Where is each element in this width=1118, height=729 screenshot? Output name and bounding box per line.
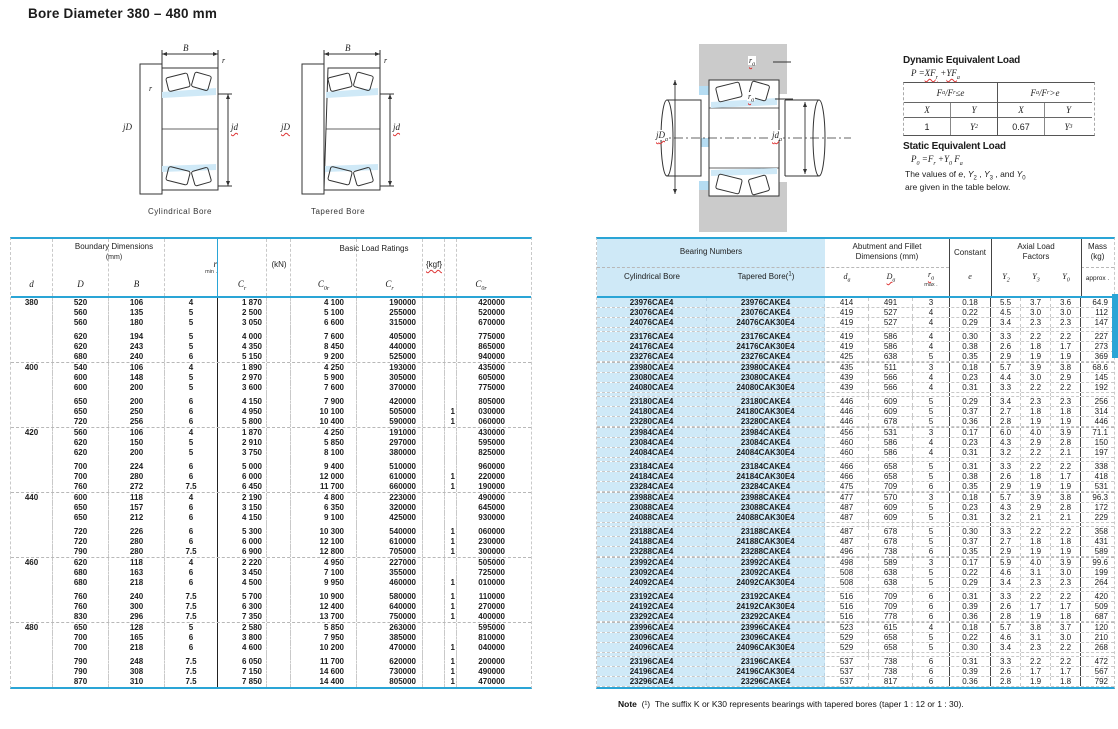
table-row: 23080CAE4 23080CAKE4 439 566 4 0.23 4.4 3.0 2.9 145	[597, 373, 1114, 383]
table-row: 700 224 6 5 000 9 400 510000 960000	[11, 462, 531, 472]
col-e: e	[968, 272, 972, 281]
dim-jD-label: jD	[281, 122, 290, 132]
table-row: 480 650 128 5 2 580 5 850 263000 595000	[11, 623, 531, 633]
dim-ra-label: $r_a$	[748, 92, 755, 104]
bore-group	[11, 622, 531, 687]
table-row: 830 296 7.5 7 350 13 700 750000 1 400000	[11, 612, 531, 622]
table-row: 650 200 6 4 150 7 900 420000 805000	[11, 397, 531, 407]
dim-B-label: B	[183, 43, 189, 53]
table-row: 700 165 6 3 800 7 950 385000 810000	[11, 633, 531, 643]
load-factor-table	[903, 82, 1095, 136]
x-header: X	[998, 103, 1045, 118]
table-row: 24176CAE4 24176CAK30E4 419 586 4 0.38 2.6 1.8 1.7 273	[597, 342, 1114, 352]
table-row: 620 243 5 4 350 8 450 440000 865000	[11, 342, 531, 352]
table-row: 790 248 7.5 6 050 11 700 620000 1 200000	[11, 657, 531, 667]
figure-caption-tapered: Tapered Bore	[310, 207, 366, 216]
col-mass-approx: approx .	[1085, 275, 1110, 282]
figure-mounted-bearing	[655, 42, 860, 237]
col-da: $d_a$	[843, 272, 851, 284]
table-row: 24184CAE4 24184CAK30E4 466 658 5 0.38 2.6 1.8 1.7 418	[597, 472, 1114, 482]
table-row: 23276CAE4 23276CAKE4 425 638 5 0.35 2.9 1.9 1.9 369	[597, 352, 1114, 362]
table-row: 560 180 5 3 050 6 600 315000 670000	[11, 318, 531, 328]
load-ratings-header: Basic Load Ratings	[339, 244, 409, 253]
col-D: D	[53, 239, 109, 296]
y-value: Y 3	[1064, 121, 1073, 132]
equivalent-load-panel	[903, 55, 1103, 194]
table-row: 24180CAE4 24180CAK30E4 446 609 5 0.37 2.7 1.8 1.8 314	[597, 407, 1114, 417]
dim-r-label: r	[149, 84, 153, 93]
table-row: 23280CAE4 23280CAKE4 446 678 5 0.36 2.8 1.9 1.9 446	[597, 417, 1114, 427]
dim-jda-label: $jd_a$	[772, 130, 783, 143]
y-header: Y	[1045, 103, 1092, 118]
table-row: 23088CAE4 23088CAKE4 487 609 5 0.23 4.3 2.9 2.8 172	[597, 503, 1114, 513]
figure-tapered-bore	[272, 43, 432, 206]
figure-caption-cylindrical: Cylindrical Bore	[147, 207, 213, 216]
mounting-drawing	[655, 42, 855, 234]
kgf-unit-label: {kgf}	[425, 260, 442, 269]
bore-group	[597, 427, 1114, 492]
table-row: 870 310 7.5 7 850 14 400 805000 1 470000	[11, 677, 531, 687]
table-row: 23096CAE4 23096CAKE4 529 658 5 0.22 4.6 3.1 3.0 210	[597, 633, 1114, 643]
table-row: 24092CAE4 24092CAK30E4 508 638 5 0.29 3.4 2.3 2.3 264	[597, 578, 1114, 588]
dim-B-label: B	[345, 43, 351, 53]
table-row: 700 280 6 6 000 12 000 610000 1 220000	[11, 472, 531, 482]
table-row: 23184CAE4 23184CAKE4 466 658 5 0.31 3.3 2.2 2.2 338	[597, 462, 1114, 472]
table-row: 23092CAE4 23092CAKE4 508 638 5 0.22 4.6 3.1 3.0 199	[597, 568, 1114, 578]
col-Da: $D_a$	[886, 272, 896, 284]
bearing-section-drawing	[110, 46, 270, 198]
table-row: 24192CAE4 24192CAK30E4 516 709 6 0.39 2.6 1.7 1.7 509	[597, 602, 1114, 612]
table-row: 700 218 6 4 600 10 200 470000 1 040000	[11, 643, 531, 653]
mass-title: Mass (kg)	[1087, 242, 1108, 261]
dim-jDa-label: $jD_a$	[656, 130, 669, 143]
right-table-header	[597, 239, 1114, 298]
table-row: 23284CAE4 23284CAKE4 475 709 6 0.35 2.9 1.9 1.9 531	[597, 482, 1114, 492]
condition-le: F a /F r ≤e	[904, 83, 998, 103]
x-value: 1	[904, 118, 951, 135]
page-title: Bore Diameter 380 – 480 mm	[28, 6, 218, 21]
table-row: 23292CAE4 23292CAKE4 516 778 6 0.36 2.8 1.9 1.8 687	[597, 612, 1114, 622]
table-row: 720 256 6 5 800 10 400 590000 1 060000	[11, 417, 531, 427]
table-row: 720 280 6 6 000 12 100 610000 1 230000	[11, 537, 531, 547]
table-row: 23992CAE4 23992CAKE4 498 589 3 0.17 5.9 4.0 3.9 99.6	[597, 558, 1114, 568]
table-row: 650 212 6 4 150 9 100 425000 930000	[11, 513, 531, 523]
table-row: 23988CAE4 23988CAKE4 477 570 3 0.18 5.7 3.9 3.8 96.3	[597, 493, 1114, 503]
x-value: 0.67	[998, 118, 1045, 135]
static-load-formula: $P_0 =F_r +Y_0$ $F_a$	[911, 154, 963, 167]
dimensions-load-ratings-table	[10, 237, 532, 689]
bore-group	[597, 492, 1114, 557]
table-row: 600 148 5 2 970 5 900 305000 605000	[11, 373, 531, 383]
dynamic-load-title: Dynamic Equivalent Load	[903, 55, 1021, 66]
table-row: 24188CAE4 24188CAK30E4 487 678 5 0.37 2.7 1.8 1.8 431	[597, 537, 1114, 547]
dynamic-load-formula: $P =XF_r +YF_a$	[911, 68, 960, 81]
table-row: 760 272 7.5 6 450 11 700 660000 1 190000	[11, 482, 531, 492]
col-r: r min .	[205, 258, 217, 275]
condition-gt: F a /F r >e	[998, 83, 1092, 103]
bore-group	[597, 298, 1114, 362]
table-row: 24096CAE4 24096CAK30E4 529 658 5 0.30 3.4 2.3 2.2 268	[597, 643, 1114, 653]
table-row: 720 226 6 5 300 10 300 540000 1 060000	[11, 527, 531, 537]
bore-group	[597, 557, 1114, 622]
dim-jd-label: jd	[393, 122, 401, 132]
col-c0r-kn: C 0r	[291, 239, 357, 296]
dim-r-label: r	[384, 56, 388, 65]
table-row: 440 600 118 4 2 190 4 800 223000 490000	[11, 493, 531, 503]
table-row: 560 135 5 2 500 5 100 255000 520000	[11, 308, 531, 318]
bore-group	[597, 622, 1114, 687]
bearing-numbers-title: Bearing Numbers	[679, 247, 743, 256]
table-row: 400 540 106 4 1 890 4 250 193000 435000	[11, 363, 531, 373]
figure-cylindrical-bore	[110, 43, 270, 206]
dim-ra-label: $r_a$	[749, 56, 756, 68]
table-row: 23180CAE4 23180CAKE4 446 609 5 0.29 3.4 2.3 2.3 256	[597, 397, 1114, 407]
axial-load-title: Axial Load Factors	[1017, 242, 1055, 261]
constant-title: Constant	[953, 248, 987, 257]
bore-group	[11, 557, 531, 622]
bore-group	[11, 298, 531, 362]
bore-group	[11, 492, 531, 557]
abutment-title: Abutment and Fillet Dimensions (mm)	[852, 242, 922, 261]
table-row: 23996CAE4 23996CAKE4 523 615 4 0.18 5.7 3.8 3.7 120	[597, 623, 1114, 633]
col-cr-kgf: C r	[357, 239, 423, 296]
col-cylindrical-bore: Cylindrical Bore	[623, 272, 681, 281]
dim-r-label: r	[222, 56, 226, 65]
bearing-section-drawing	[272, 46, 432, 198]
table-row: 23288CAE4 23288CAKE4 496 738 6 0.35 2.9 1.9 1.9 589	[597, 547, 1114, 557]
col-c0r-kgf: C 0r	[475, 279, 487, 292]
table-row: 650 250 6 4 950 10 100 505000 1 030000	[11, 407, 531, 417]
table-row: 680 218 6 4 500 9 950 460000 1 010000	[11, 578, 531, 588]
left-table-body	[11, 298, 531, 687]
col-y0: $Y_0$	[1062, 272, 1070, 284]
dim-jD-label: jD	[123, 122, 132, 132]
table-row: 24080CAE4 24080CAK30E4 439 566 4 0.31 3.3 2.2 2.2 192	[597, 383, 1114, 393]
kn-unit-label: (kN)	[271, 260, 287, 269]
bearing-numbers-table	[596, 237, 1115, 689]
col-tapered-bore: Tapered Bore($^1$)	[737, 271, 795, 281]
table-row: 23980CAE4 23980CAKE4 435 511 3 0.18 5.7 3.9 3.8 68.6	[597, 363, 1114, 373]
table-row: 23176CAE4 23176CAKE4 419 586 4 0.30 3.3 2.2 2.2 227	[597, 332, 1114, 342]
table-row: 620 194 5 4 000 7 600 405000 775000	[11, 332, 531, 342]
bore-group	[11, 427, 531, 492]
table-row: 23984CAE4 23984CAKE4 456 531 3 0.17 6.0 4.0 3.9 71.1	[597, 428, 1114, 438]
bore-group	[597, 362, 1114, 427]
footnote: Note (¹) The suffix K or K30 represents bearings with tapered bores (taper 1 : 12 or 1 : 30).	[618, 699, 964, 709]
col-d: d	[11, 239, 53, 296]
table-row: 24088CAE4 24088CAK30E4 487 609 5 0.31 3.2 2.1 2.1 229	[597, 513, 1114, 523]
col-B: B	[109, 239, 165, 296]
y-value: Y 2	[951, 118, 998, 135]
table-row: 24084CAE4 24084CAK30E4 460 586 4 0.31 3.2 2.2 2.1 197	[597, 448, 1114, 458]
col-cr-kn: C r	[217, 239, 267, 296]
left-table-header	[11, 239, 531, 298]
table-row: 23296CAE4 23296CAKE4 537 817 6 0.36 2.8 1.9 1.8 792	[597, 677, 1114, 687]
table-row: 23084CAE4 23084CAKE4 460 586 4 0.23 4.3 2.9 2.8 150	[597, 438, 1114, 448]
table-row: 23976CAE4 23976CAKE4 414 491 3 0.18 5.5 3.7 3.6 64.9	[597, 298, 1114, 308]
table-reference-note: The values of e, $Y_2$ , $Y_3$ , and $Y_0$ are given in the table below.	[905, 169, 1026, 193]
table-row: 23076CAE4 23076CAKE4 419 527 4 0.22 4.5 3.0 3.0 112	[597, 308, 1114, 318]
table-row: 24076CAE4 24076CAK30E4 419 527 4 0.29 3.4 2.3 2.3 147	[597, 318, 1114, 328]
table-row: 620 200 5 3 750 8 100 380000 825000	[11, 448, 531, 458]
table-row: 23188CAE4 23188CAKE4 487 678 5 0.30 3.3 2.2 2.2 358	[597, 527, 1114, 537]
table-row: 420 560 106 4 1 870 4 250 191000 430000	[11, 428, 531, 438]
col-ra: $r_a$ max .	[924, 270, 938, 288]
boundary-dimensions-header: Boundary Dimensions (mm)	[74, 242, 154, 261]
table-row: 680 240 6 5 150 9 200 525000 940000	[11, 352, 531, 362]
table-row: 600 200 5 3 600 7 600 370000 775000	[11, 383, 531, 393]
dim-jd-label: jd	[231, 122, 239, 132]
y-header: Y	[951, 103, 998, 118]
right-table-body	[597, 298, 1114, 687]
col-y3: $Y_3$	[1032, 272, 1040, 284]
table-row: 460 620 118 4 2 220 4 950 227000 505000	[11, 558, 531, 568]
table-row: 760 240 7.5 5 700 10 900 580000 1 110000	[11, 592, 531, 602]
table-row: 790 308 7.5 7 150 14 600 730000 1 490000	[11, 667, 531, 677]
table-row: 23192CAE4 23192CAKE4 516 709 6 0.31 3.3 2.2 2.2 420	[597, 592, 1114, 602]
page-index-tab	[1112, 294, 1118, 358]
col-y2: $Y_2$	[1002, 272, 1010, 284]
bore-group	[11, 362, 531, 427]
table-row: 620 150 5 2 910 5 850 297000 595000	[11, 438, 531, 448]
table-row: 380 520 106 4 1 870 4 100 190000 420000	[11, 298, 531, 308]
table-row: 790 280 7.5 6 900 12 800 705000 1 300000	[11, 547, 531, 557]
table-row: 24196CAE4 24196CAK30E4 537 738 6 0.39 2.6 1.7 1.7 567	[597, 667, 1114, 677]
static-load-title: Static Equivalent Load	[903, 141, 1006, 152]
table-row: 23196CAE4 23196CAKE4 537 738 6 0.31 3.3 2.2 2.2 472	[597, 657, 1114, 667]
table-row: 650 157 6 3 150 6 350 320000 645000	[11, 503, 531, 513]
table-row: 680 163 6 3 450 7 100 355000 725000	[11, 568, 531, 578]
x-header: X	[904, 103, 951, 118]
table-row: 760 300 7.5 6 300 12 400 640000 1 270000	[11, 602, 531, 612]
